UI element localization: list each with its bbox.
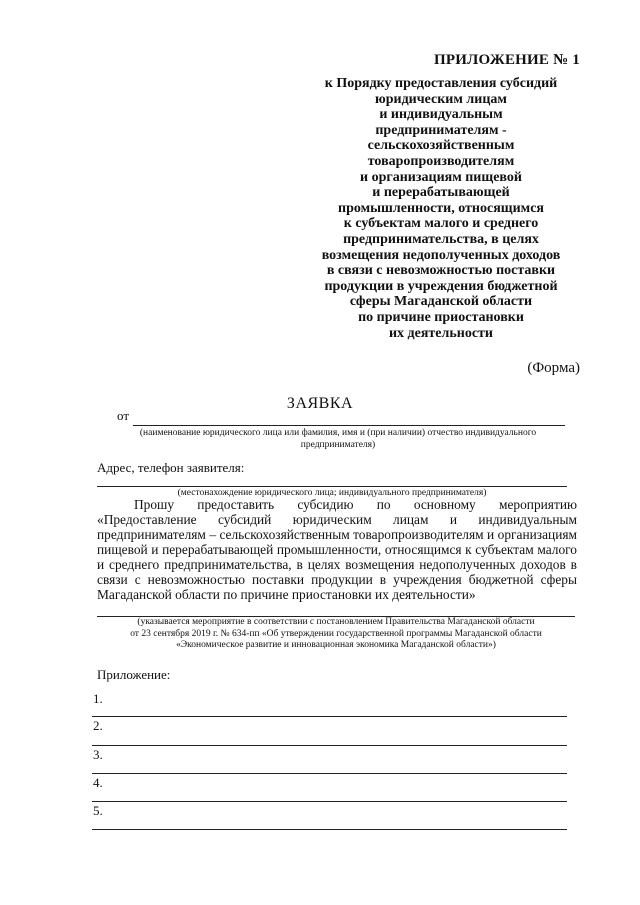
appendix-subtitle-line: возмещения недополученных доходов	[321, 247, 561, 263]
address-input-line[interactable]	[97, 486, 567, 487]
program-caption-line: от 23 сентября 2019 г. № 634-пп «Об утверждении государственной программы Магаданской области	[130, 628, 542, 639]
appendix-subtitle-line: по причине приостановки	[358, 309, 524, 325]
appendix-subtitle-line: к субъектам малого и среднего	[343, 216, 539, 232]
appendix-subtitle	[300, 76, 582, 341]
attachments-label: Приложение:	[97, 667, 171, 682]
appendix-subtitle-line: и перерабатывающей	[372, 185, 510, 201]
attachment-line[interactable]	[92, 829, 567, 830]
attachment-number: 4.	[93, 775, 103, 790]
from-input-line[interactable]	[133, 425, 565, 426]
attachment-line[interactable]	[92, 773, 567, 774]
appendix-subtitle-line: предпринимательства, в целях	[343, 231, 539, 247]
appendix-subtitle-line: их деятельности	[388, 325, 493, 341]
appendix-subtitle-line: и индивидуальным	[379, 107, 503, 123]
appendix-subtitle-line: сферы Магаданской области	[349, 294, 533, 310]
appendix-subtitle-line: предпринимателям -	[375, 122, 507, 138]
from-caption-line: (наименование юридического лица или фамилия, имя и (при наличии) отчество индивидуального	[139, 428, 537, 438]
attachment-number: 2.	[93, 718, 103, 733]
appendix-subtitle-line: и организациям пищевой	[360, 169, 522, 185]
program-caption-line: «Экономическое развитие и инновационная экономика Магаданской области»)	[176, 640, 496, 650]
appendix-subtitle-line: в связи с невозможностью поставки	[326, 263, 556, 279]
appendix-title: ПРИЛОЖЕНИЕ № 1	[433, 52, 580, 68]
attachment-line[interactable]	[92, 801, 567, 802]
attachment-line[interactable]	[92, 716, 567, 717]
appendix-subtitle-line: к Порядку предоставления субсидий	[324, 76, 558, 91]
attachment-number: 5.	[93, 803, 103, 818]
program-caption-line: (указывается мероприятие в соответствии с постановлением Правительства Магаданской области	[137, 617, 535, 627]
appendix-subtitle-line: продукции в учреждения бюджетной	[324, 278, 558, 294]
attachment-number: 3.	[93, 747, 103, 762]
appendix-subtitle-line: промышленности, относящимся	[338, 200, 544, 216]
appendix-subtitle-line: юридическим лицам	[375, 91, 507, 107]
request-paragraph: Прошу предоставить субсидию по основному мероприятию «Предоставление субсидий юридическим лицам и индивидуальным предпринимателям – сельскохозяйственным товаропроизводителям и организациям пищевой и перерабатывающей промышленности, относящимся к субъектам малого и среднего предпринимательства, в целях возмещения недополученных доходов в связи с невозможностью поставки продукции в учреждения бюджетной сферы Магаданской области по причине приостановки их деятельности»	[97, 497, 577, 602]
from-caption	[118, 428, 558, 451]
application-title: ЗАЯВКА	[286, 395, 354, 412]
attachment-line[interactable]	[92, 745, 567, 746]
attachment-number: 1.	[93, 691, 103, 706]
from-caption-line: предпринимателя)	[300, 439, 376, 450]
form-label: (Форма)	[527, 360, 580, 376]
request-text	[97, 497, 577, 602]
appendix-subtitle-line: товаропроизводителям	[367, 153, 515, 169]
program-caption	[97, 617, 575, 652]
address-label: Адрес, телефон заявителя:	[97, 460, 245, 475]
address-caption: (местонахождение юридического лица; индивидуального предпринимателя)	[177, 488, 487, 498]
from-label: от	[117, 408, 130, 423]
appendix-subtitle-line: сельскохозяйственным	[367, 138, 515, 154]
